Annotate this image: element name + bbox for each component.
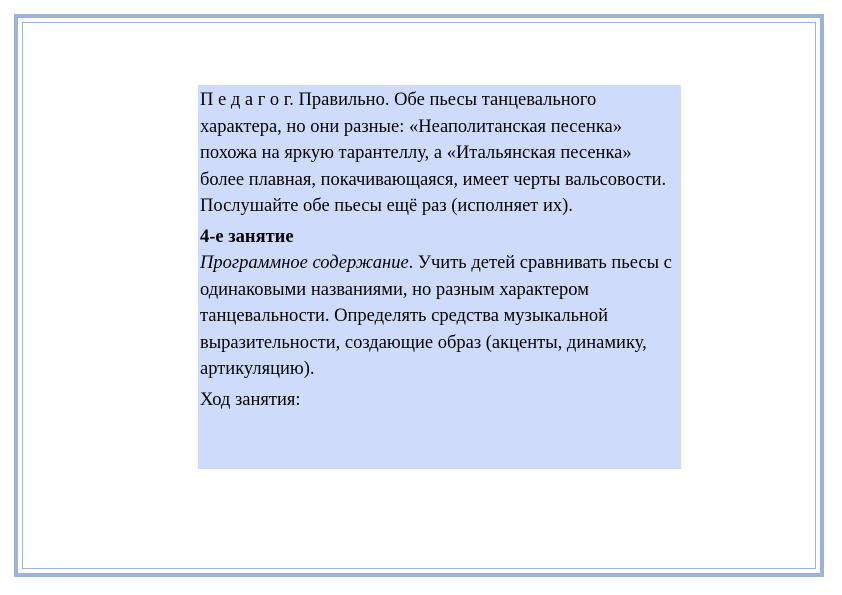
speaker-label: П е д а г о г. bbox=[200, 90, 294, 110]
lesson-heading: 4-е занятие bbox=[200, 226, 294, 247]
paragraph-teacher-remark bbox=[200, 87, 679, 220]
program-content-label: Программное содержание bbox=[200, 253, 409, 273]
teacher-remark-text: Правильно. Обе пьесы танцевального характера, но они разные: «Неаполитанская песенка» похожа на яркую тарантеллу, а «Итальянская песенка» более плавная, покачивающаяся, имеет черты вальсовости. Послушайте обе пьесы ещё раз (исполняет их). bbox=[200, 90, 667, 216]
text-block bbox=[198, 85, 681, 469]
program-content-text: . Учить детей сравнивать пьесы с одинаковыми названиями, но разным характером танцевальности. Определять средства музыкальной выразительности, создающие образ (акценты, динамику, артикуляцию). bbox=[200, 253, 672, 379]
lesson-progress-label: Ход занятия: bbox=[200, 389, 301, 410]
paragraph-program-content bbox=[200, 250, 679, 383]
